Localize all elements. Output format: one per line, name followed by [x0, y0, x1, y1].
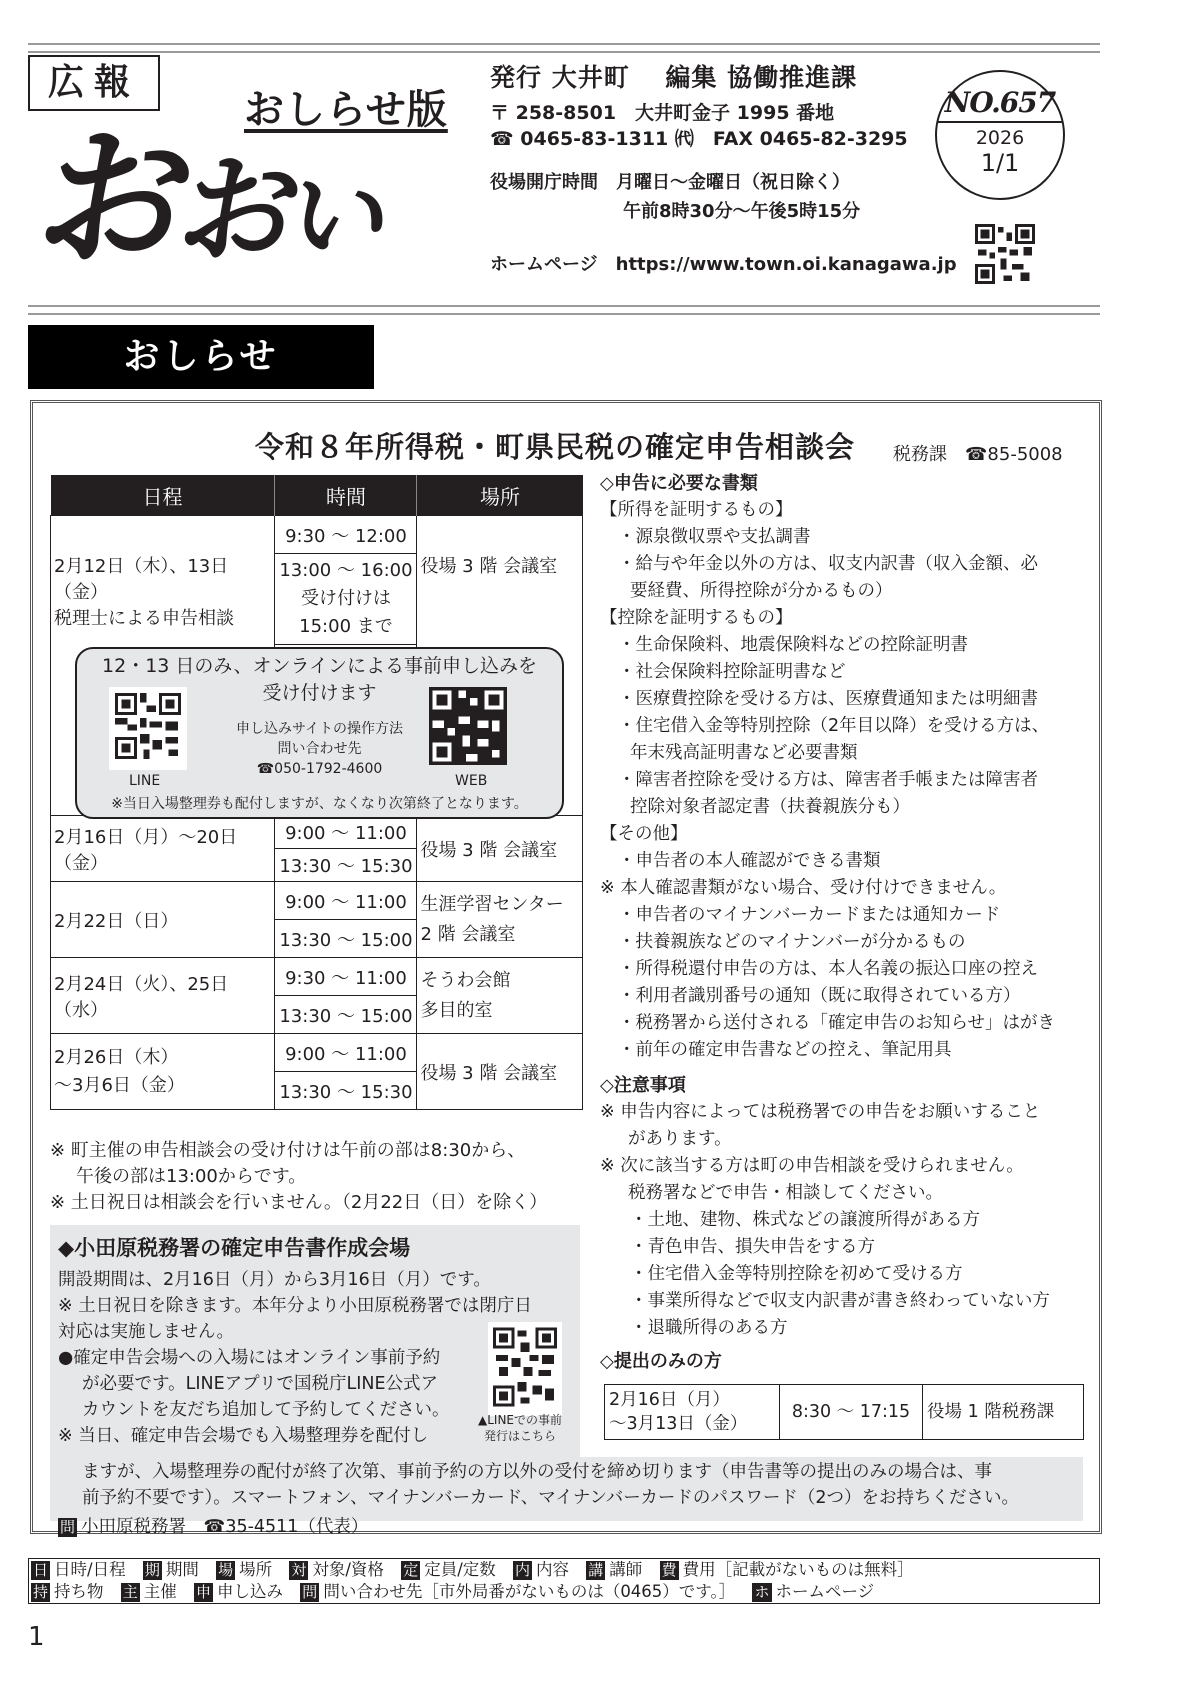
hours-days: 月曜日～金曜日（祝日除く） [616, 172, 850, 193]
list-item: ・利用者識別番号の通知（既に取得されている方） [618, 986, 1021, 1006]
online-footer-note: ※当日入場整理券も配付しますが、なくなり次第終了となります。 [111, 796, 528, 812]
homepage-tag-icon: ホ [754, 1583, 770, 1601]
row2-date: 2月16日（月）～20日（金） [51, 816, 275, 882]
line-qr-code-icon[interactable] [109, 687, 187, 770]
icon-legend [28, 1558, 1100, 1604]
odawara-title: ◆小田原税務署の確定申告書作成会場 [58, 1236, 411, 1260]
list-item: ・源泉徴収票や支払調書 [618, 527, 811, 547]
submit-place: 役場 1 階税務課 [923, 1385, 1084, 1440]
list-item-cont: 年末残高証明書など必要書類 [630, 743, 858, 763]
list-item: ・所得税還付申告の方は、本人名義の振込口座の控え [618, 959, 1038, 979]
row5-date: 2月26日（木） ～3月6日（金） [51, 1034, 275, 1110]
postal-address: 〒 258-8501 大井町金子 1995 番地 [490, 102, 835, 124]
caution-1-cont: があります。 [628, 1129, 732, 1149]
legend-row-2: 持 持ち物 主 主催 申 申し込み 問 問い合わせ先［市外局番がないものは（0465）です。］ ホ ホームページ [33, 1582, 875, 1601]
list-item: ・税務署から送付される「確定申告のお知らせ」はがき [618, 1013, 1055, 1033]
list-item: ・申告者の本人確認ができる書類 [618, 851, 881, 871]
required-documents [600, 470, 1090, 1375]
masthead-bottom-rule [28, 305, 1100, 315]
homepage-url[interactable]: https://www.town.oi.kanagawa.jp [615, 254, 957, 275]
hours-time: 午前8時30分～午後5時15分 [623, 201, 861, 222]
note-1-cont: 午後の部は13:00からです。 [76, 1166, 307, 1187]
belongings-tag-icon: 持 [33, 1583, 49, 1601]
table-row [51, 516, 583, 554]
list-item: ・土地、建物、株式などの譲渡所得がある方 [630, 1210, 980, 1230]
logo-char-3: い [280, 158, 393, 275]
row1-place: 役場 3 階 会議室 [417, 516, 583, 816]
list-item-cont: 要経費、所得控除が分かるもの） [630, 581, 893, 601]
header-date: 日程 [51, 475, 275, 516]
issue-date: 1/1 [980, 149, 1020, 177]
row5-place: 役場 3 階 会議室 [417, 1034, 583, 1110]
logo-char-2: お [169, 141, 304, 279]
page-number: 1 [28, 1622, 45, 1652]
odawara-contact [58, 1513, 368, 1538]
list-item: ・生命保険料、地震保険料などの控除証明書 [618, 635, 968, 655]
submit-only-heading: ◇提出のみの方 [600, 1351, 722, 1372]
note-2: ※ 土日祝日は相談会を行いません。（2月22日（日）を除く） [50, 1192, 548, 1213]
datetime-tag-icon: 日 [33, 1561, 49, 1579]
homepage [490, 250, 957, 276]
table-row [51, 1034, 583, 1072]
homepage-label: ホームページ [490, 254, 598, 275]
list-item: ・前年の確定申告書などの控え、筆記用具 [618, 1040, 952, 1060]
office-hours [490, 168, 860, 226]
phone-fax: ☎ 0465-83-1311 ㈹ FAX 0465-82-3295 [490, 128, 908, 150]
web-qr-code-icon[interactable] [429, 687, 507, 770]
table-row [51, 958, 583, 996]
odawara-body: 開設期間は、2月16日（月）から3月16日（月）です。 ※ 土日祝日を除きます。本年分より小田原税務署では閉庁日 対応は実施しません。 ●確定申告会場への入場にはオンライン事前予約 が必要です。LINEアプリで国税庁LINE公式ア カウントを友だち追加して予約してください。 ※ 当日、確定申告会場でも入場整理券を配付し [58, 1270, 532, 1446]
online-help-2: 問い合わせ先 [277, 741, 362, 757]
schedule-header-row [51, 475, 583, 516]
list-item: ・住宅借入金等特別控除（2年目以降）を受ける方は、 [618, 716, 1050, 736]
period-tag-icon: 期 [144, 1561, 160, 1579]
lecturer-tag-icon: 講 [588, 1561, 604, 1579]
row1-time-pm: 13:00 ～ 16:00 受け付けは 15:00 まで [275, 554, 417, 645]
list-item: ・住宅借入金等特別控除を初めて受ける方 [630, 1264, 963, 1284]
caution-2-cont: 税務署などで申告・相談してください。 [628, 1183, 943, 1203]
header-time: 時間 [275, 475, 417, 516]
place-tag-icon: 場 [218, 1561, 234, 1579]
homepage-qr-code-icon[interactable] [975, 224, 1035, 284]
edition-title: おしらせ版 [244, 87, 448, 133]
table-row [51, 816, 583, 849]
row4-place: そうわ会館 多目的室 [417, 958, 583, 1034]
row1-time-am: 9:30 ～ 12:00 [275, 516, 417, 554]
list-item: ・申告者のマイナンバーカードまたは通知カード [618, 905, 1001, 925]
oi-logo [25, 113, 398, 292]
article-title: 令和８年所得税・町県民税の確定申告相談会 [255, 430, 856, 464]
address-block [490, 100, 908, 152]
top-rule [28, 43, 1100, 53]
table-row [51, 882, 583, 920]
list-item: ・医療費控除を受ける方は、医療費通知または明細書 [618, 689, 1038, 709]
row1-date: 2月12日（木）、13日（金） 税理士による申告相談 [51, 516, 275, 816]
fee-tag-icon: 費 [661, 1561, 677, 1579]
publisher: 発行 大井町 編集 協働推進課 [490, 63, 858, 92]
list-item: ・社会保険料控除証明書など [618, 662, 846, 682]
submit-time: 8:30 ～ 17:15 [780, 1385, 923, 1440]
logo-char-1: お [26, 113, 199, 287]
odawara-line-qr-code-icon[interactable] [488, 1322, 562, 1416]
submit-only-table [604, 1384, 1084, 1440]
inquiry-tag-icon: 問 [60, 1518, 76, 1536]
income-heading: 【所得を証明するもの】 [600, 500, 793, 520]
issue-number: NO.657 [944, 86, 1056, 119]
odawara-contact-text: 小田原税務署 ☎35-4511（代表） [81, 1517, 369, 1537]
list-item: ・退職所得のある方 [630, 1318, 788, 1338]
row3-place: 生涯学習センター 2 階 会議室 [417, 882, 583, 958]
issue-divider [937, 121, 1063, 123]
row5-time-pm: 13:30 ～ 15:30 [275, 1072, 417, 1110]
list-item: ・給与や年金以外の方は、収支内訳書（収入金額、必 [618, 554, 1038, 574]
legend-row-1: 日 日時/日程 期 期間 場 場所 対 対象/資格 定 定員/定数 内 内容 講 講師 費 費用［記載がないものは無料］ [33, 1560, 914, 1579]
caution-1: ※ 申告内容によっては税務署での申告をお願いすること [600, 1102, 1041, 1122]
section-banner: おしらせ [28, 325, 374, 389]
hours-label: 役場開庁時間 [490, 172, 598, 193]
odawara-body-cont: ますが、入場整理券の配付が終了次第、事前予約の方以外の受付を締め切ります（申告書等の提出のみの場合は、事 前予約不要です）。スマートフォン、マイナンバーカード、マイナンバーカードのパスワード（2つ）をお持ちください。 [82, 1462, 1020, 1508]
cautions-heading: ◇注意事項 [600, 1075, 686, 1096]
list-item: ・青色申告、損失申告をする方 [630, 1237, 875, 1257]
online-heading-1: 12・13 日のみ、オンラインによる事前申し込みを [102, 655, 537, 677]
row4-time-am: 9:30 ～ 11:00 [275, 958, 417, 996]
required-docs-heading: ◇申告に必要な書類 [600, 473, 758, 494]
list-item: ・扶養親族などのマイナンバーが分かるもの [618, 932, 966, 952]
row2-time-pm: 13:30 ～ 15:30 [275, 849, 417, 882]
other-heading: 【その他】 [600, 824, 688, 844]
article-contact: 税務課 ☎85-5008 [893, 444, 1063, 465]
row3-date: 2月22日（日） [51, 882, 275, 958]
application-tag-icon: 申 [196, 1583, 212, 1601]
kouhou-label: 広報 [28, 55, 160, 111]
row2-place: 役場 3 階 会議室 [417, 816, 583, 882]
issue-badge [935, 70, 1065, 200]
row4-date: 2月24日（火）、25日（水） [51, 958, 275, 1034]
submit-date: 2月16日（月） ～3月13日（金） [605, 1385, 780, 1440]
online-application-box [75, 647, 564, 819]
row3-time-am: 9:00 ～ 11:00 [275, 882, 417, 920]
row3-time-pm: 13:30 ～ 15:00 [275, 920, 417, 958]
organizer-tag-icon: 主 [122, 1583, 138, 1601]
capacity-tag-icon: 定 [403, 1561, 419, 1579]
content-tag-icon: 内 [515, 1561, 531, 1579]
line-label: LINE [129, 773, 161, 789]
target-tag-icon: 対 [291, 1561, 307, 1579]
issue-year: 2026 [975, 127, 1025, 149]
list-item: ・障害者控除を受ける方は、障害者手帳または障害者 [618, 770, 1038, 790]
row4-time-pm: 13:30 ～ 15:00 [275, 996, 417, 1034]
deduct-heading: 【控除を証明するもの】 [600, 608, 793, 628]
table-row [605, 1385, 1084, 1440]
online-help-phone: ☎050-1792-4600 [256, 761, 383, 777]
list-item: ・事業所得などで収支内訳書が書き終わっていない方 [630, 1291, 1050, 1311]
inquiry-tag-icon: 問 [302, 1583, 318, 1601]
row5-time-am: 9:00 ～ 11:00 [275, 1034, 417, 1072]
online-help-1: 申し込みサイトの操作方法 [235, 721, 404, 737]
web-label: WEB [455, 773, 488, 789]
online-heading-2: 受け付けます [262, 682, 377, 704]
list-item-cont: 控除対象者認定書（扶養親族分も） [630, 797, 910, 817]
header-place: 場所 [417, 475, 583, 516]
caution-2: ※ 次に該当する方は町の申告相談を受けられません。 [600, 1156, 1024, 1176]
row2-time-am: 9:00 ～ 11:00 [275, 816, 417, 849]
odawara-qr-caption: ▲LINEでの事前 発行はこちら [478, 1413, 563, 1443]
schedule-notes [50, 1138, 547, 1216]
id-note: ※ 本人確認書類がない場合、受け付けできません。 [600, 878, 1007, 898]
note-1: ※ 町主催の申告相談会の受け付けは午前の部は8:30から、 [50, 1140, 526, 1161]
